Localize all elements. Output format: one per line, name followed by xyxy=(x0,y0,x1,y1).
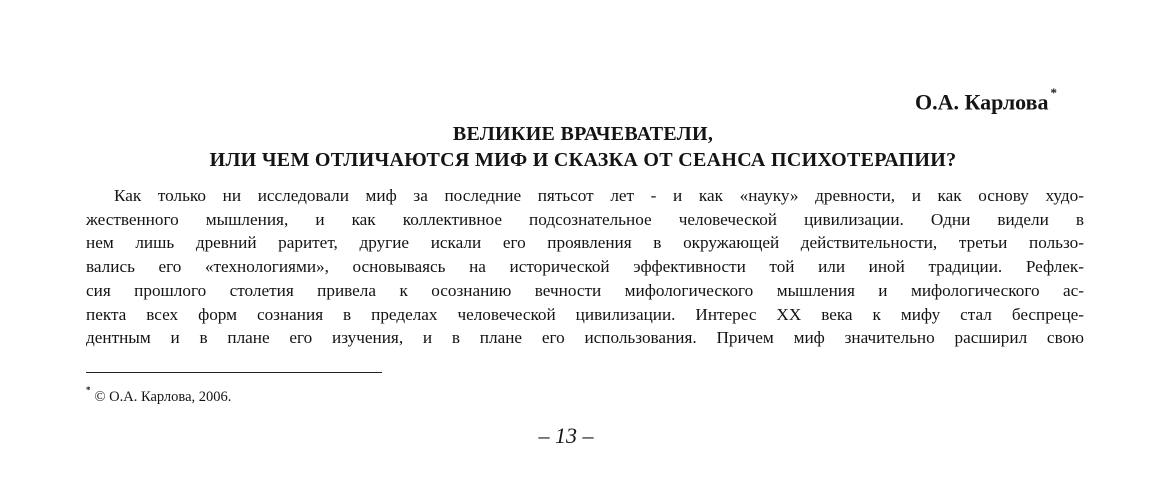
body-line-4: вались его «технологиями», основываясь на исторической эффективности той или иной традиции. Рефлек- xyxy=(86,257,1084,277)
article-title-line-2: ИЛИ ЧЕМ ОТЛИЧАЮТСЯ МИФ И СКАЗКА ОТ СЕАНСА ПСИХОТЕРАПИИ? xyxy=(209,149,957,171)
footnote-mark: * xyxy=(86,385,91,395)
footnote xyxy=(86,383,231,406)
body-paragraph xyxy=(86,184,1084,350)
body-line-1: Как только ни исследовали миф за последние пятьсот лет - и как «науку» древности, и как основу худо- xyxy=(114,186,1084,205)
body-line-2: жественного мышления, и как коллективное подсознательное человеческой цивилизации. Одни видели в xyxy=(86,209,1084,229)
page-number: – 13 – xyxy=(538,423,594,448)
body-line-7: дентным и в плане его изучения, и в плане его использования. Причем миф значительно расширил свою xyxy=(86,328,1084,348)
footnote-divider xyxy=(86,372,382,373)
body-line-5: сия прошлого столетия привела к осознанию вечности мифологического мышления и мифологического ас- xyxy=(86,280,1084,300)
author-footnote-mark: * xyxy=(1050,85,1057,100)
footnote-text: © О.А. Карлова, 2006. xyxy=(94,388,232,405)
author-name-text: О.А. Карлова xyxy=(914,89,1049,115)
author-name xyxy=(915,84,1057,115)
body-line-3: нем лишь древний раритет, другие искали его проявления в окружающей действительности, третьи пользо- xyxy=(86,233,1084,253)
body-line-6: пекта всех форм сознания в пределах человеческой цивилизации. Интерес ХХ века к мифу стал беспреце- xyxy=(86,304,1084,324)
article-title xyxy=(100,121,1066,173)
article-title-line-1: ВЕЛИКИЕ ВРАЧЕВАТЕЛИ, xyxy=(452,123,714,145)
